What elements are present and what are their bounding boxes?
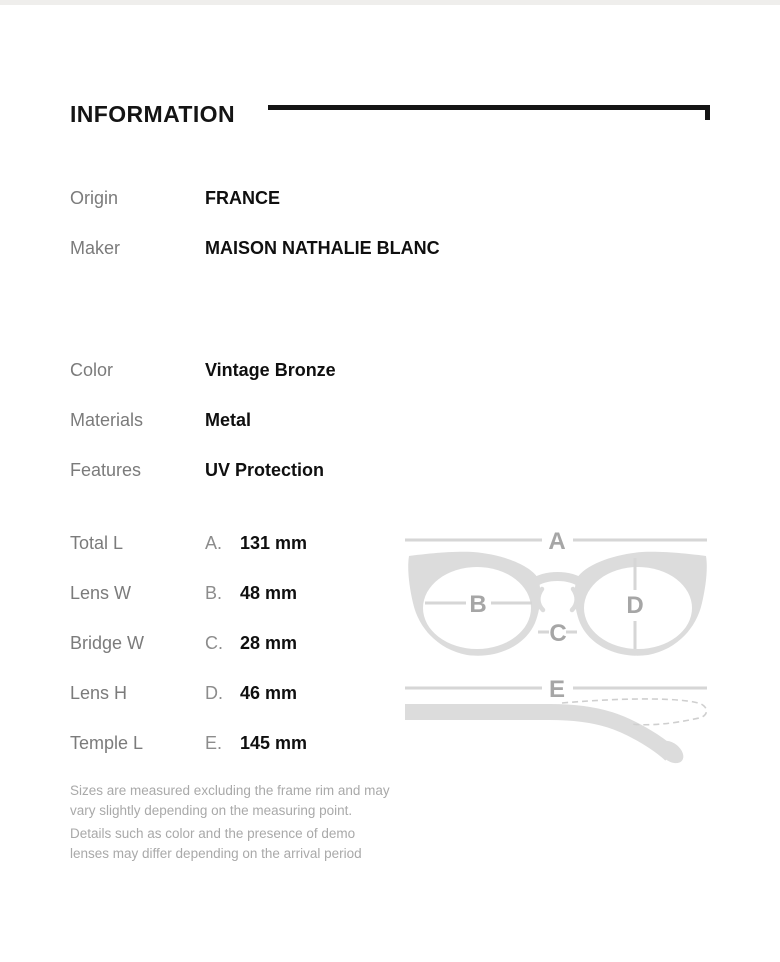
diagram-label-b: B (469, 591, 487, 618)
section-title: INFORMATION (70, 101, 235, 127)
attribute-label: Features (70, 460, 142, 480)
spec-value: FRANCE (205, 188, 280, 208)
temple-side-view (405, 699, 706, 768)
spec-label: Maker (70, 238, 121, 258)
detail-note-line: lenses may differ depending on the arrival period (70, 846, 362, 861)
diagram-label-d: D (626, 592, 644, 619)
attribute-value: Metal (205, 410, 252, 430)
measurement-value: 46 mm (240, 683, 298, 703)
diagram-label-c: C (549, 620, 567, 647)
size-note-line: vary slightly depending on the measuring point. (70, 803, 353, 818)
measurement-value: 28 mm (240, 633, 298, 653)
spec-row-maker (0, 236, 780, 260)
temple-arm (405, 712, 671, 755)
measurement-letter: E. (205, 733, 223, 753)
title-rule (268, 105, 710, 110)
size-note-line: Sizes are measured excluding the frame rim and may (70, 783, 390, 798)
detail-note-line: Details such as color and the presence of demo (70, 826, 356, 841)
measurement-letter: A. (205, 533, 223, 553)
diagram-label-e: E (548, 676, 566, 703)
right-nose-pad (572, 589, 577, 610)
glasses-measurement-diagram (405, 528, 745, 768)
attribute-label: Materials (70, 410, 144, 430)
measurement-letter: B. (205, 583, 223, 603)
attribute-value: UV Protection (205, 460, 325, 480)
diagram-label-a: A (548, 528, 566, 555)
spec-label: Origin (70, 188, 119, 208)
attribute-row-materials (0, 408, 780, 432)
measurement-value: 48 mm (240, 583, 298, 603)
measurement-letter: D. (205, 683, 223, 703)
measurement-label: Lens W (70, 583, 132, 603)
top-divider-strip (0, 0, 780, 5)
measurement-letter: C. (205, 633, 223, 653)
measurement-value: 145 mm (240, 733, 308, 753)
measurement-label: Temple L (70, 733, 144, 753)
attribute-label: Color (70, 360, 114, 380)
attribute-row-features (0, 458, 780, 482)
bridge (533, 577, 582, 585)
attribute-row-color (0, 358, 780, 382)
attribute-value: Vintage Bronze (205, 360, 336, 380)
measurement-label: Lens H (70, 683, 128, 703)
spec-row-origin (0, 186, 780, 210)
detail-note (70, 824, 430, 864)
spec-value: MAISON NATHALIE BLANC (205, 238, 440, 258)
measurement-value: 131 mm (240, 533, 308, 553)
left-nose-pad (538, 589, 543, 610)
footnotes (70, 781, 430, 864)
size-note (70, 781, 430, 821)
measurement-label: Total L (70, 533, 124, 553)
measurement-label: Bridge W (70, 633, 145, 653)
title-rule-end-tick (705, 105, 710, 120)
